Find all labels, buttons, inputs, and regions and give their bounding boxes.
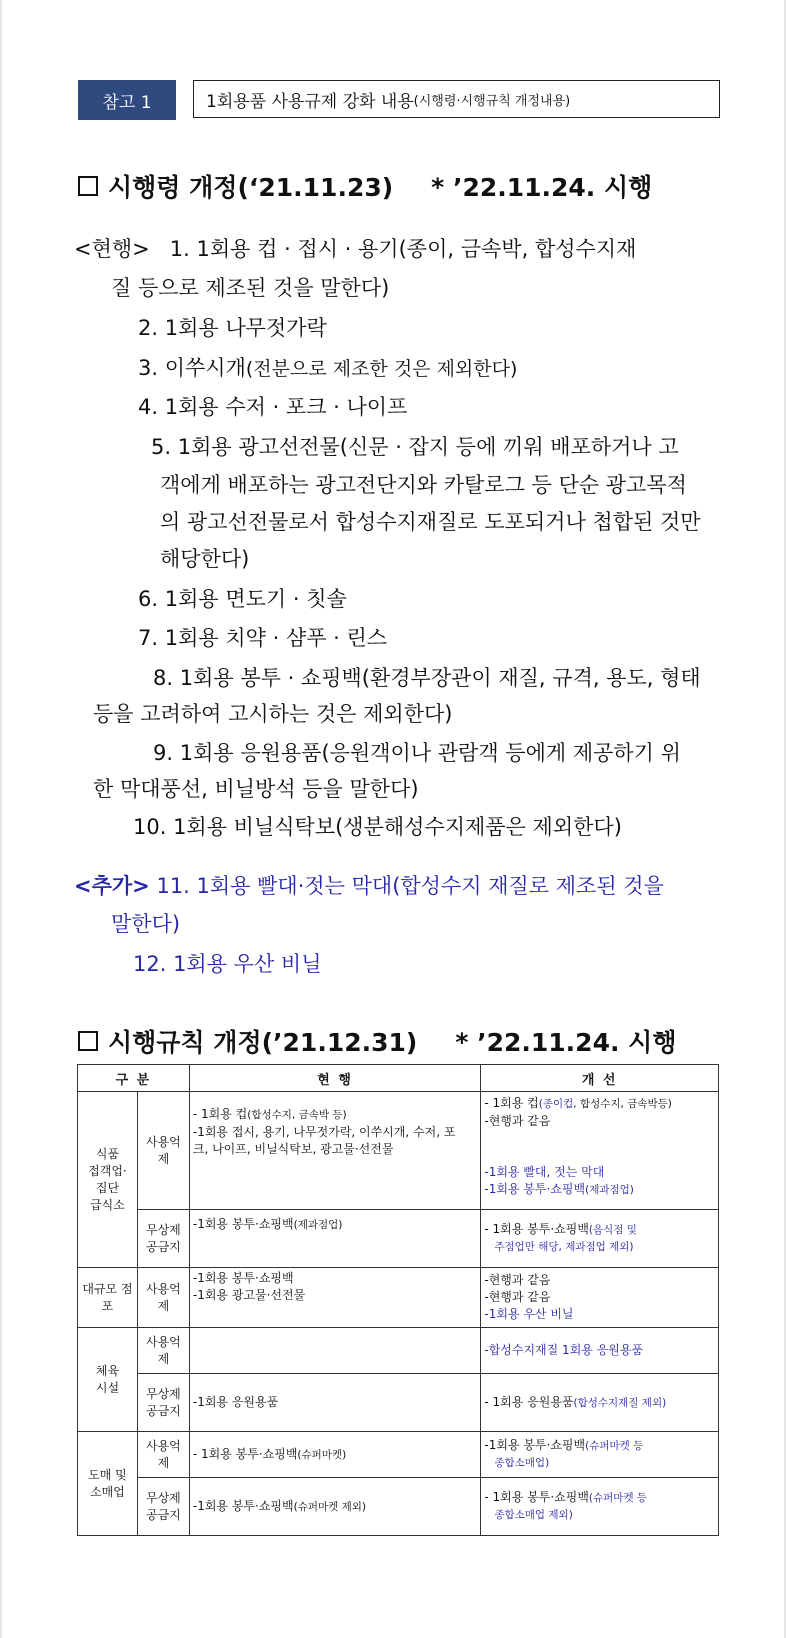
- retail-restrict-improved: [481, 1432, 719, 1478]
- cell-text-small-blue: 종합소매업): [494, 1457, 550, 1469]
- cell-text: -현행과 같음: [484, 1273, 551, 1287]
- item-5-line1: 5. 1회용 광고선전물(신문 · 잡지 등에 끼워 배포하거나 고: [151, 435, 679, 459]
- item-4: 4. 1회용 수저 · 포크 · 나이프: [138, 395, 408, 419]
- header-improved: 개 선: [481, 1065, 719, 1092]
- added-prefix: <추가>: [74, 874, 150, 898]
- table-row: [78, 1374, 719, 1432]
- header-current: 현 행: [189, 1065, 481, 1092]
- type-ban: 무상제 공금지: [137, 1478, 189, 1536]
- item-8-line2: 등을 고려하여 고시하는 것은 제외한다): [93, 702, 453, 726]
- cell-text-small-blue: (음식점 및: [588, 1224, 637, 1236]
- left-edge: [0, 0, 2, 1638]
- cell-text: -1회용 접시, 용기, 나무젓가락, 이쑤시개, 수저, 포: [192, 1125, 456, 1139]
- cell-text-small: (슈퍼마켓 제외): [293, 1500, 366, 1513]
- item-8-line1: 8. 1회용 봉투 · 쇼핑백(환경부장관이 재질, 규격, 용도, 형태: [153, 666, 701, 690]
- cell-text: - 1회용 컵: [484, 1096, 539, 1110]
- cell-text-small-blue: (합성수지재질 제외): [573, 1396, 667, 1409]
- item-6: 6. 1회용 면도기 · 칫솔: [138, 587, 347, 611]
- reference-badge: 참고 1: [78, 80, 176, 120]
- sports-ban-improved: [481, 1374, 719, 1432]
- retail-restrict-current: [189, 1432, 481, 1478]
- table-row: [78, 1432, 719, 1478]
- cell-text: -현행과 같음: [484, 1290, 551, 1304]
- table-row: [78, 1092, 719, 1210]
- cell-text-small-blue: (제과점업): [585, 1184, 634, 1196]
- table-row: [78, 1328, 719, 1374]
- current-prefix: <현행>: [74, 237, 150, 261]
- section1-note: * ’22.11.24. 시행: [431, 173, 653, 202]
- cell-text-blue: -1회용 빨대, 젓는 막대: [484, 1165, 605, 1179]
- added-item-11-text: 11. 1회용 빨대·젓는 막대(합성수지 재질로 제조된 것을: [156, 874, 664, 898]
- cell-text-small: (슈퍼마켓): [297, 1448, 347, 1461]
- store-restrict-current: [189, 1268, 481, 1328]
- cell-text-small-blue: (종이컵,: [538, 1098, 577, 1110]
- food-ban-improved: [481, 1210, 719, 1268]
- type-ban: 무상제 공금지: [137, 1210, 189, 1268]
- cell-text-small-blue: (슈퍼마켓 등: [585, 1440, 644, 1452]
- item-1-line1: [74, 235, 636, 263]
- regulation-table: [77, 1064, 719, 1536]
- type-restrict: 사용억 제: [137, 1328, 189, 1374]
- table-row: [78, 1478, 719, 1536]
- type-restrict: 사용억 제: [137, 1432, 189, 1478]
- cell-text: 크, 나이프, 비닐식탁보, 광고물·선전물: [192, 1142, 394, 1156]
- section2-title: 시행규칙 개정(’21.12.31): [108, 1028, 418, 1057]
- cell-text: - 1회용 봉투·쇼핑백: [192, 1446, 298, 1461]
- type-ban: 무상제 공금지: [137, 1374, 189, 1432]
- food-restrict-current: [189, 1092, 481, 1210]
- item-2: 2. 1회용 나무젓가락: [138, 316, 327, 340]
- item-5-line4: 해당한다): [160, 547, 250, 571]
- cell-text-small-blue: 주점업만 해당, 제과점업 제외): [494, 1241, 634, 1253]
- cell-text-small: (제과점업): [293, 1219, 343, 1231]
- item-5-line3: 의 광고선전물로서 합성수지재질로 도포되거나 첩합된 것만: [160, 510, 701, 534]
- section2-heading: [78, 1023, 676, 1059]
- cell-text: -현행과 같음: [484, 1114, 551, 1128]
- retail-ban-improved: [481, 1478, 719, 1536]
- item-9-line1: 9. 1회용 응원용품(응원객이나 관람객 등에게 제공하기 위: [153, 741, 681, 765]
- cell-text-blue: -1회용 봉투·쇼핑백: [484, 1182, 586, 1196]
- cell-text-small: 합성수지, 금속박등): [576, 1098, 672, 1110]
- item-1-text: 1. 1회용 컵 · 접시 · 용기(종이, 금속박, 합성수지재: [169, 237, 637, 261]
- cell-text: -1회용 봉투·쇼핑백: [192, 1271, 294, 1285]
- cell-text: - 1회용 컵: [192, 1107, 248, 1121]
- item-3: [138, 354, 517, 383]
- item-5-line2: 객에게 배포하는 광고전단지와 카탈로그 등 단순 광고목적: [160, 473, 687, 497]
- item-9-line2: 한 막대풍선, 비닐방석 등을 말한다): [93, 777, 419, 801]
- cell-text: -1회용 봉투·쇼핑백: [192, 1217, 294, 1231]
- section1-heading: [78, 168, 652, 204]
- added-item-11-line2: 말한다): [111, 912, 181, 936]
- section1-title: 시행령 개정(‘21.11.23): [108, 173, 394, 202]
- cell-text: -1회용 광고물·선전물: [192, 1288, 306, 1302]
- added-item-11-line1: [74, 872, 664, 900]
- added-item-12: 12. 1회용 우산 비닐: [133, 952, 322, 976]
- group-food: 식품 접객업· 집단 급식소: [78, 1092, 138, 1268]
- item-1-line2: 질 등으로 제조된 것을 말한다): [111, 276, 390, 300]
- type-restrict: 사용억 제: [137, 1092, 189, 1210]
- reference-title-main: 1회용품 사용규제 강화 내용: [206, 91, 414, 112]
- sports-restrict-current: [189, 1328, 481, 1374]
- food-ban-current: [189, 1210, 481, 1268]
- item-10: 10. 1회용 비닐식탁보(생분해성수지제품은 제외한다): [133, 815, 622, 839]
- retail-ban-current: [189, 1478, 481, 1536]
- sports-restrict-improved: -합성수지재질 1회용 응원용품: [481, 1328, 719, 1374]
- checkbox-square-icon: [78, 1031, 98, 1051]
- cell-text: - 1회용 응원용품: [484, 1394, 574, 1409]
- reference-title: [193, 80, 720, 118]
- type-restrict: 사용억 제: [137, 1268, 189, 1328]
- item-3-small: (전분으로 제조한 것은 제외한다): [245, 358, 518, 380]
- store-restrict-improved: [481, 1268, 719, 1328]
- checkbox-square-icon: [78, 176, 98, 196]
- group-retail: 도매 및 소매업: [78, 1432, 138, 1536]
- group-sports: 체육 시설: [78, 1328, 138, 1432]
- cell-text-small-blue: (슈퍼마켓 등: [588, 1492, 648, 1504]
- cell-text: -1회용 봉투·쇼핑백: [192, 1498, 294, 1513]
- cell-text-small: (합성수지, 금속박 등): [247, 1109, 347, 1121]
- item-3-main: 3. 이쑤시개: [138, 356, 246, 380]
- sports-ban-current: -1회용 응원용품: [189, 1374, 481, 1432]
- cell-text: -1회용 봉투·쇼핑백: [484, 1438, 586, 1452]
- food-restrict-improved: [481, 1092, 719, 1210]
- section2-note: * ’22.11.24. 시행: [455, 1028, 677, 1057]
- cell-text: - 1회용 봉투·쇼핑백: [484, 1222, 589, 1236]
- group-large-store: 대규모 점 포: [78, 1268, 138, 1328]
- table-header-row: [78, 1065, 719, 1092]
- cell-text-small-blue: 종합소매업 제외): [494, 1509, 573, 1521]
- header-category: 구 분: [78, 1065, 190, 1092]
- cell-text: - 1회용 봉투·쇼핑백: [484, 1490, 589, 1504]
- reference-title-sub: (시행령·시행규칙 개정내용): [413, 93, 571, 109]
- item-7: 7. 1회용 치약 · 샴푸 · 린스: [138, 626, 388, 650]
- table-row: [78, 1268, 719, 1328]
- cell-text-blue: -1회용 우산 비닐: [484, 1307, 574, 1321]
- table-row: [78, 1210, 719, 1268]
